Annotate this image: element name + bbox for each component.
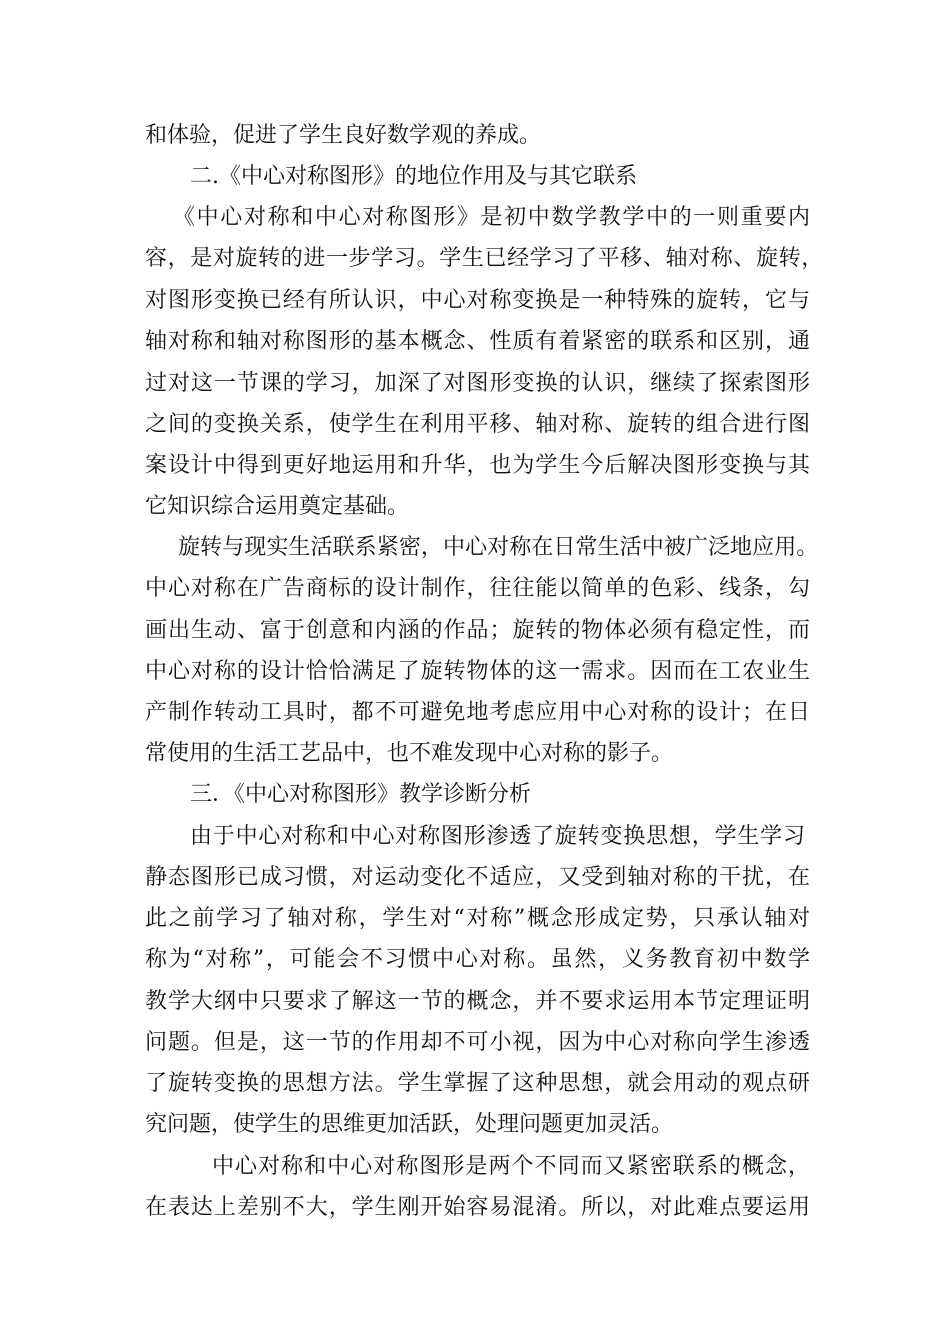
text-line-6: 轴对称和轴对称图形的基本概念、性质有着紧密的联系和区别，通 (145, 329, 810, 354)
text-line-9: 案设计中得到更好地运用和升华，也为学生今后解决图形变换与其 (145, 453, 810, 478)
text-line-1: 和体验，促进了学生良好数学观的养成。 (145, 123, 542, 148)
section-heading-2: 二.《中心对称图形》的地位作用及与其它联系 (190, 164, 637, 189)
text-line-14: 中心对称的设计恰恰满足了旋转物体的这一需求。因而在工农业生 (145, 659, 810, 684)
text-line-18: 由于中心对称和中心对称图形渗透了旋转变换思想，学生学习 (190, 824, 805, 849)
text-line-27: 在表达上差别不大，学生刚开始容易混淆。所以，对此难点要运用 (145, 1195, 810, 1220)
text-line-20: 此之前学习了轴对称，学生对“对称”概念形成定势，只承认轴对 (145, 906, 810, 931)
text-line-3: 《中心对称和中心对称图形》是初中数学教学中的一则重要内 (173, 205, 810, 230)
text-line-23: 问题。但是，这一节的作用却不可小视，因为中心对称向学生渗透 (145, 1030, 810, 1055)
text-line-11: 旋转与现实生活联系紧密，中心对称在日常生活中被广泛地应用。 (178, 535, 818, 560)
text-line-10: 它知识综合运用奠定基础。 (145, 494, 410, 519)
section-heading-3: 三．《中心对称图形》教学诊断分析 (190, 782, 532, 807)
text-line-7: 过对这一节课的学习，加深了对图形变换的认识，继续了探索图形 (145, 371, 810, 396)
text-line-5: 对图形变换已经有所认识，中心对称变换是一种特殊的旋转，它与 (145, 288, 810, 313)
text-line-15: 产制作转动工具时，都不可避免地考虑应用中心对称的设计；在日 (145, 700, 810, 725)
text-line-22: 教学大纲中只要求了解这一节的概念，并不要求运用本节定理证明 (145, 989, 810, 1014)
text-line-12: 中心对称在广告商标的设计制作，往往能以简单的色彩、线条，勾 (145, 576, 810, 601)
text-line-24: 了旋转变换的思想方法。学生掌握了这种思想，就会用动的观点研 (145, 1071, 810, 1096)
text-line-26: 中心对称和中心对称图形是两个不同而又紧密联系的概念， (212, 1154, 810, 1179)
text-line-13: 画出生动、富于创意和内涵的作品；旋转的物体必须有稳定性，而 (145, 618, 810, 643)
text-line-25: 究问题，使学生的思维更加活跃，处理问题更加灵活。 (145, 1112, 674, 1137)
text-line-16: 常使用的生活工艺品中，也不难发现中心对称的影子。 (145, 741, 674, 766)
text-line-21: 称为“对称”，可能会不习惯中心对称。虽然，义务教育初中数学 (145, 947, 810, 972)
text-line-8: 之间的变换关系，使学生在利用平移、轴对称、旋转的组合进行图 (145, 412, 810, 437)
text-line-4: 容，是对旋转的进一步学习。学生已经学习了平移、轴对称、旋转， (145, 246, 823, 271)
text-line-19: 静态图形已成习惯，对运动变化不适应，又受到轴对称的干扰，在 (145, 865, 810, 890)
